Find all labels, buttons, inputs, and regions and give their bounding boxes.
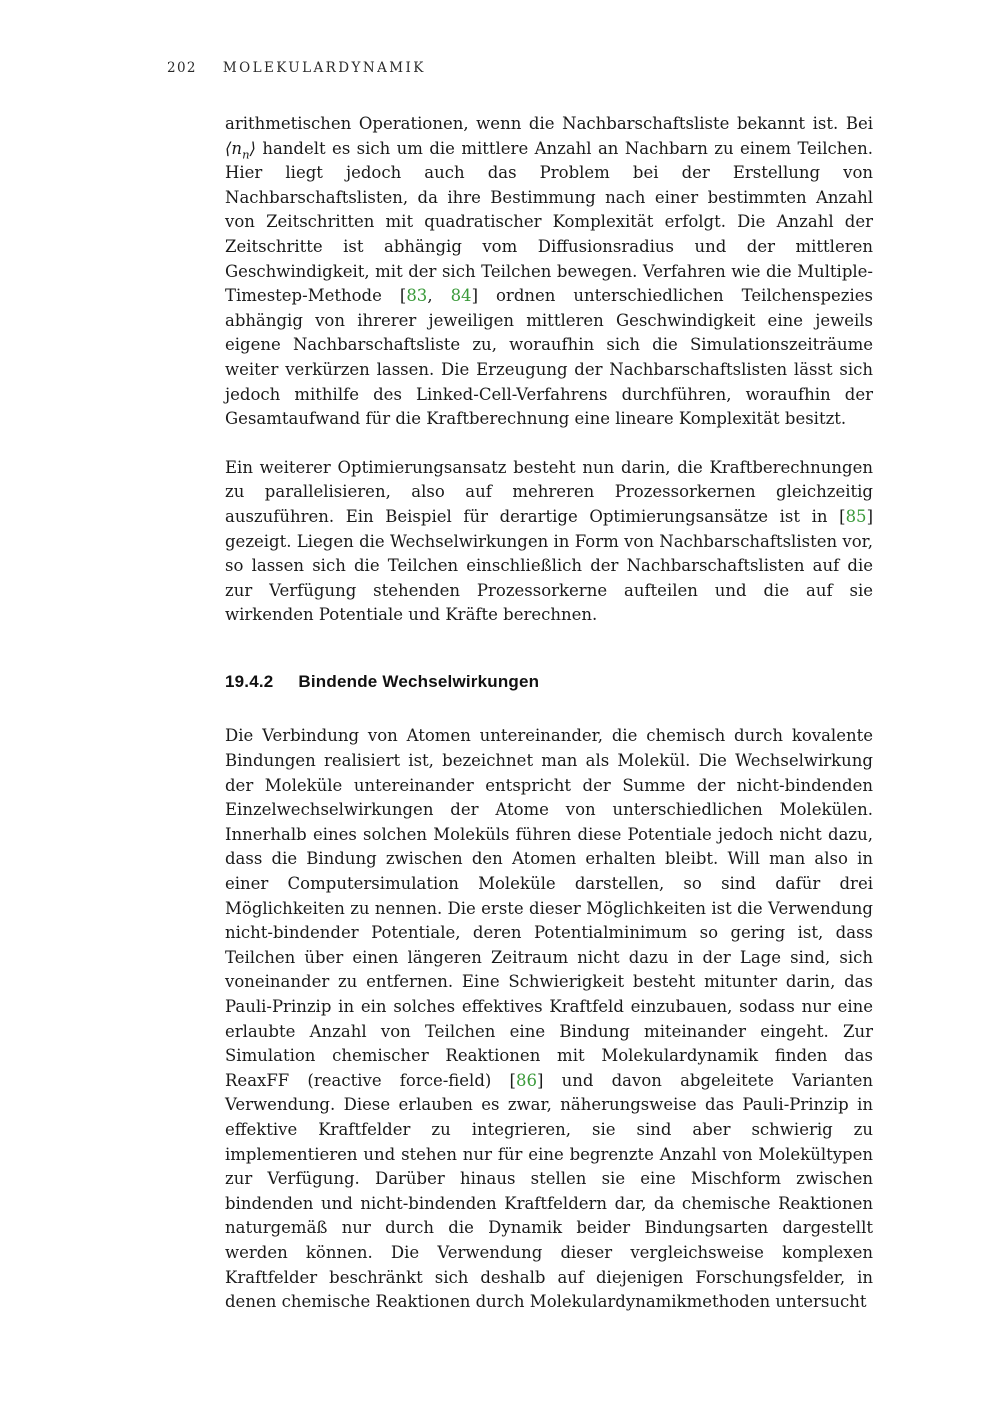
section-title: Bindende Wechselwirkungen (298, 671, 540, 691)
paragraph-parallelization: Ein weiterer Optimierungsansatz besteht nun darin, die Kraftberechnungen zu parallelisieren, also auf mehreren Prozessorkernen gleichzeitig auszuführen. Ein Beispiel für derartige Optimierungsansätze ist in [85] gezeigt. Liegen die Wechselwirkungen in Form von Nachbarschaftslisten vor, so lassen sich die Teilchen einschließlich der Nachbarschaftslisten auf die zur Verfügung stehenden Prozessorkerne aufteilen und die auf sie wirkenden Potentiale und Kräfte berechnen. (225, 457, 873, 625)
citation-link[interactable]: 84 (450, 286, 472, 306)
citation-link[interactable]: 86 (515, 1070, 537, 1090)
section-heading (225, 670, 873, 695)
citation-link[interactable]: 85 (845, 506, 867, 526)
page-number: 202 (167, 60, 197, 76)
body-text (225, 112, 873, 1315)
paragraph-neighbor-lists: arithmetischen Operationen, wenn die Nachbarschaftsliste bekannt ist. Bei $⟨n_n⟩$ handelt es sich um die mittlere Anzahl an Nachbarn zu einem Teilchen. Hier liegt jedoch auch das Problem bei der Erstellung von Nachbarschaftslisten, da ihre Bestimmung nach einer bestimmten Anzahl von Zeitschritten mit quadratischer Komplexität erfolgt. Die Anzahl der Zeitschritte ist abhängig vom Diffusionsradius und der mittleren Geschwindigkeit, mit der sich Teilchen bewegen. Verfahren wie die Multiple-Timestep-Methode [83, 84] ordnen unterschiedlichen Teilchenspezies abhängig von ihrerer jeweiligen mittleren Geschwindigkeit eine jeweils eigene Nachbarschaftsliste zu, woraufhin sich die Simulationszeiträume weiter verkürzen lassen. Die Erzeugung der Nachbarschaftslisten lässt sich jedoch mithilfe des Linked-Cell-Verfahrens durchführen, woraufhin der Gesamtaufwand für die Kraftberechnung eine lineare Komplexität besitzt. (225, 114, 873, 429)
paragraph-bonded-interactions: Die Verbindung von Atomen untereinander, die chemisch durch kovalente Bindungen realisiert ist, bezeichnet man als Molekül. Die Wechselwirkung der Moleküle untereinander entspricht der Summe der nicht-bindenden Einzelwechselwirkungen der Atome von unterschiedlichen Molekülen. Innerhalb eines solchen Moleküls führen diese Potentiale jedoch nicht dazu, dass die Bindung zwischen den Atomen erhalten bleibt. Will man also in einer Computersimulation Moleküle darstellen, so sind dafür drei Möglichkeiten zu nennen. Die erste dieser Möglichkeiten ist die Verwendung nicht-bindender Potentiale, deren Potentialminimum so gering ist, dass Teilchen über einen längeren Zeitraum nicht dazu in der Lage sind, sich voneinander zu entfernen. Eine Schwierigkeit besteht mitunter darin, das Pauli-Prinzip in ein solches effektives Kraftfeld einzubauen, sodass nur eine erlaubte Anzahl von Teilchen eine Bindung miteinander eingeht. Zur Simulation chemischer Reaktionen mit Molekulardynamik finden das ReaxFF (reactive force-field) [86] und davon abgeleitete Varianten Verwendung. Diese erlauben es zwar, näherungsweise das Pauli-Prinzip in effektive Kraftfelder zu integrieren, sie sind aber schwierig zu implementieren und stehen nur für eine begrenzte Anzahl von Molekültypen zur Verfügung. Darüber hinaus stellen sie eine Mischform zwischen bindenden und nicht-bindenden Kraftfeldern dar, da chemische Reaktionen naturgemäß nur durch die Dynamik beider Bindungsarten dargestellt werden können. Die Verwendung dieser vergleichsweise komplexen Kraftfelder beschränkt sich deshalb auf diejenigen Forschungsfelder, in denen chemische Reaktionen durch Molekulardynamikmethoden untersucht (225, 726, 873, 1312)
page-header (167, 60, 1000, 76)
citation-link[interactable]: 83 (406, 286, 428, 306)
section-number: 19.4.2 (225, 671, 274, 691)
inline-math: $⟨n_n⟩$ (225, 138, 256, 161)
running-head: MOLEKULARDYNAMIK (222, 60, 426, 76)
